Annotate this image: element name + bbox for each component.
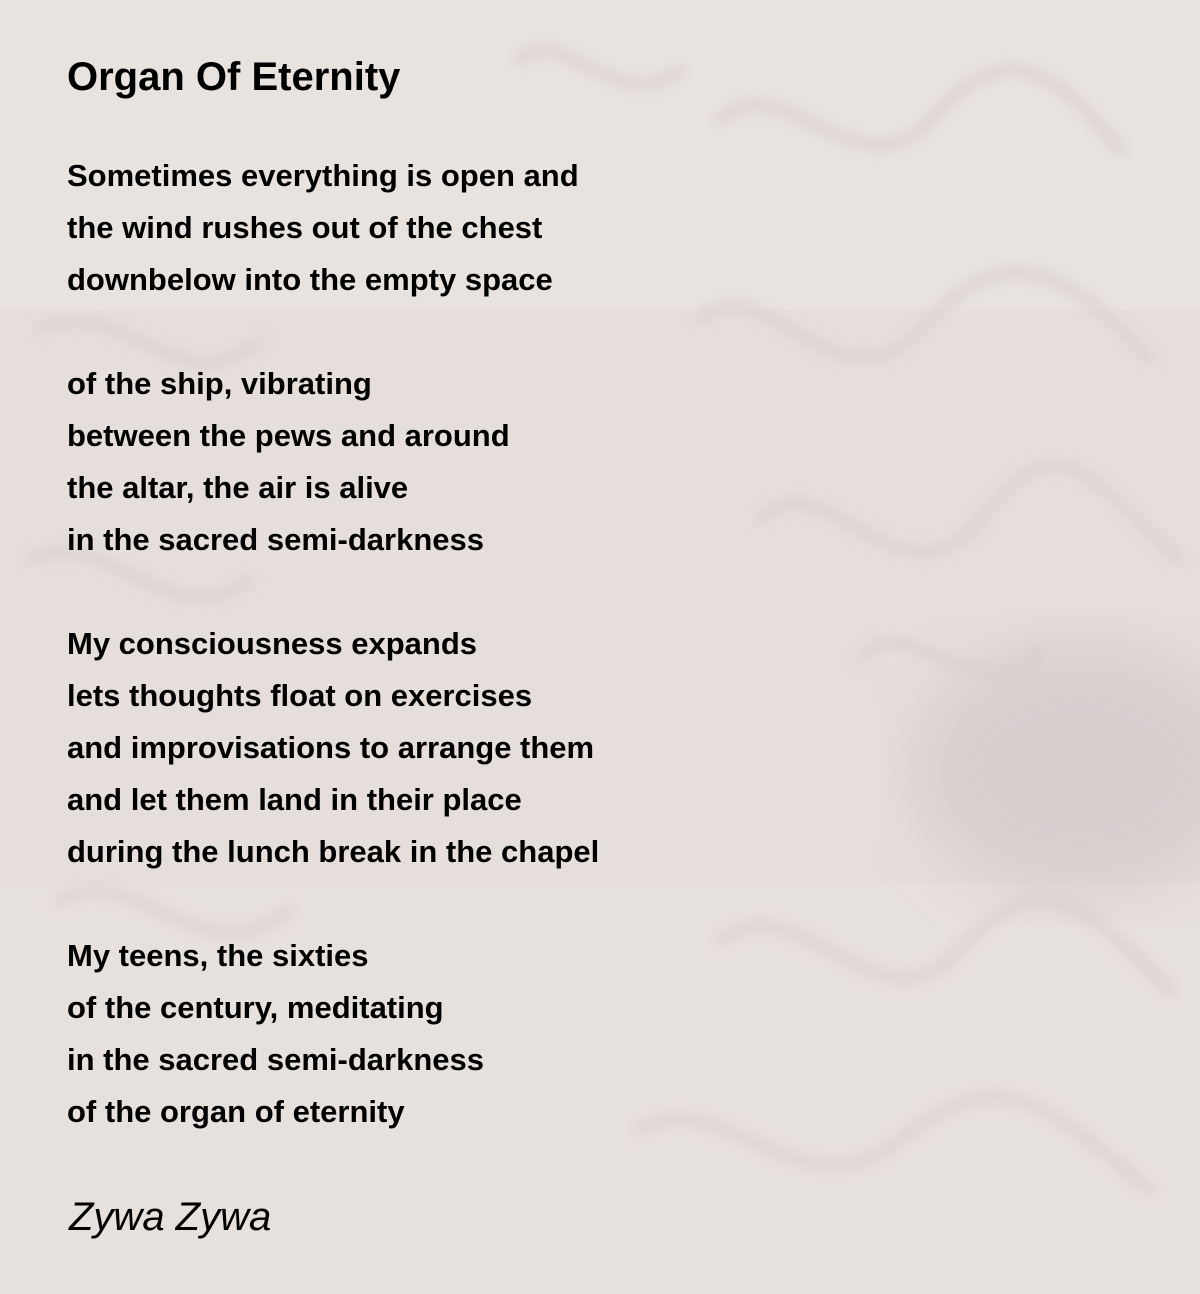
poem-line: and let them land in their place (67, 782, 522, 817)
poem-line: of the ship, vibrating (67, 366, 372, 401)
poem-line: My consciousness expands (67, 626, 478, 661)
poem-line: in the sacred semi-darkness (67, 1042, 484, 1077)
poem-line: and improvisations to arrange them (67, 730, 595, 765)
poem-line: My teens, the sixties (67, 938, 369, 973)
poem-line: in the sacred semi-darkness (67, 522, 484, 557)
poem-title: Organ Of Eternity (67, 55, 401, 99)
poem-author: Zywa Zywa (69, 1195, 272, 1239)
stanza (67, 618, 827, 878)
poem-line: between the pews and around (67, 418, 510, 453)
poem-line: the wind rushes out of the chest (67, 210, 543, 245)
poem-line: of the organ of eternity (67, 1094, 405, 1129)
stanza (67, 930, 827, 1138)
stanza (67, 150, 827, 306)
poem-line: Sometimes everything is open and (67, 158, 579, 193)
poem-line: downbelow into the empty space (67, 262, 553, 297)
poem-line: lets thoughts float on exercises (67, 678, 533, 713)
poem-line: during the lunch break in the chapel (67, 834, 600, 869)
poem-body (67, 150, 827, 1190)
poem-line: the altar, the air is alive (67, 470, 409, 505)
stanza (67, 358, 827, 566)
poem-line: of the century, meditating (67, 990, 444, 1025)
